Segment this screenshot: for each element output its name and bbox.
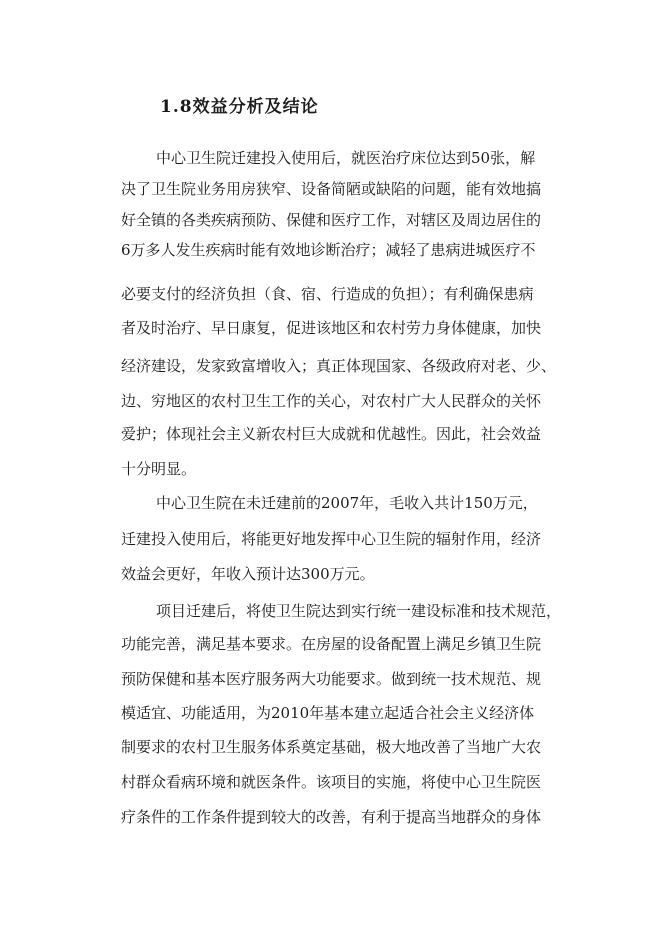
paragraph-line: 疗条件的工作条件提到较大的改善，有利于提高当地群众的身体 bbox=[121, 808, 542, 826]
section-heading: 1.8效益分析及结论 bbox=[160, 97, 319, 117]
paragraph-line: 中心卫生院在未迁建前的2007年，毛收入共计150万元， bbox=[156, 494, 538, 512]
paragraph-line: 好全镇的各类疾病预防、保健和医疗工作，对辖区及周边居住的 bbox=[121, 211, 542, 229]
paragraph-line: 中心卫生院迁建投入使用后，就医治疗床位达到50张，解 bbox=[156, 149, 536, 167]
paragraph-line: 功能完善，满足基本要求。在房屋的设备配置上满足乡镇卫生院 bbox=[121, 635, 542, 653]
paragraph-line: 制要求的农村卫生服务体系奠定基础，极大地改善了当地广大农 bbox=[121, 738, 542, 756]
paragraph-line: 经济建设，发家致富增收入；真正体现国家、各级政府对老、少、 bbox=[121, 357, 557, 375]
paragraph-line: 项目迁建后，将使卫生院达到实行统一建设标准和技术规范， bbox=[156, 602, 562, 620]
paragraph-line: 决了卫生院业务用房狭窄、设备简陋或缺陷的问题，能有效地搞 bbox=[121, 180, 542, 198]
paragraph-line: 边、穷地区的农村卫生工作的关心，对农村广大人民群众的关怀 bbox=[121, 392, 542, 410]
paragraph-line: 效益会更好，年收入预计达300万元。 bbox=[121, 565, 375, 583]
paragraph-line: 迁建投入使用后，将能更好地发挥中心卫生院的辐射作用，经济 bbox=[121, 530, 542, 548]
paragraph-line: 模适宜、功能适用，为2010年基本建立起适合社会主义经济体 bbox=[121, 704, 535, 722]
paragraph-line: 十分明显。 bbox=[121, 460, 197, 478]
paragraph-line: 者及时治疗、早日康复，促进该地区和农村劳力身体健康，加快 bbox=[121, 319, 542, 337]
paragraph-line: 爱护；体现社会主义新农村巨大成就和优越性。因此，社会效益 bbox=[121, 425, 542, 443]
paragraph-line: 村群众看病环境和就医条件。该项目的实施，将使中心卫生院医 bbox=[121, 773, 542, 791]
paragraph-line: 预防保健和基本医疗服务两大功能要求。做到统一技术规范、规 bbox=[121, 670, 542, 688]
paragraph-line: 6万多人发生疾病时能有效地诊断治疗；减轻了患病进城医疗不 bbox=[121, 241, 536, 259]
paragraph-line: 必要支付的经济负担（食、宿、行造成的负担）；有利确保患病 bbox=[121, 285, 534, 303]
